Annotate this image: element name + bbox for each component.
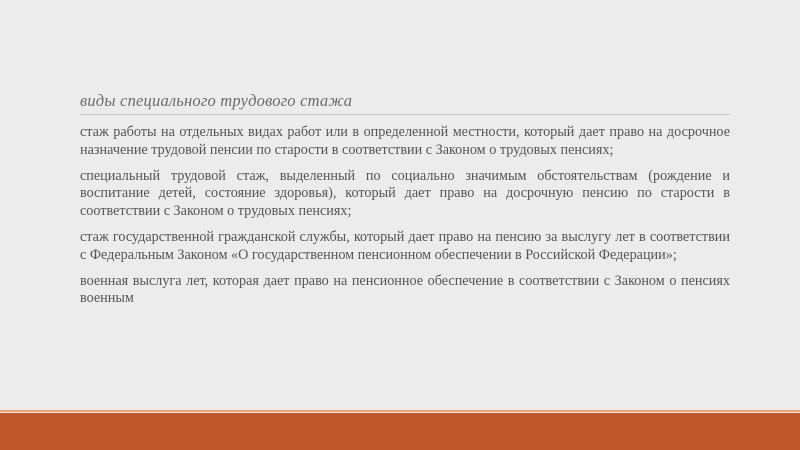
paragraph-3: стаж государственной гражданской службы, который дает право на пенсию за выслугу лет в соответствии с Федеральным Законом «О государственном пенсионном обеспечении в Российской Федерации»; — [80, 228, 730, 263]
paragraph-1: стаж работы на отдельных видах работ или в определенной местности, который дает право на досрочное назначение трудовой пенсии по старости в соответствии с Законом о трудовых пенсиях; — [80, 124, 730, 158]
paragraph-4: военная выслуга лет, которая дает право на пенсионное обеспечение в соответствии с Законом о пенсиях военным — [80, 272, 730, 307]
slide-title: виды специального трудового стажа — [80, 91, 353, 110]
title-divider — [80, 114, 730, 115]
paragraph-2: специальный трудовой стаж, выделенный по социально значимым обстоятельствам (рождение и воспитание детей, состояние здоровья), который дает право на досрочную пенсию по старости в соответствии с Законом о трудовых пенсиях; — [80, 167, 730, 220]
footer-accent-bar — [0, 413, 800, 450]
footer-accent-line — [0, 410, 800, 412]
slide-content — [80, 124, 730, 316]
